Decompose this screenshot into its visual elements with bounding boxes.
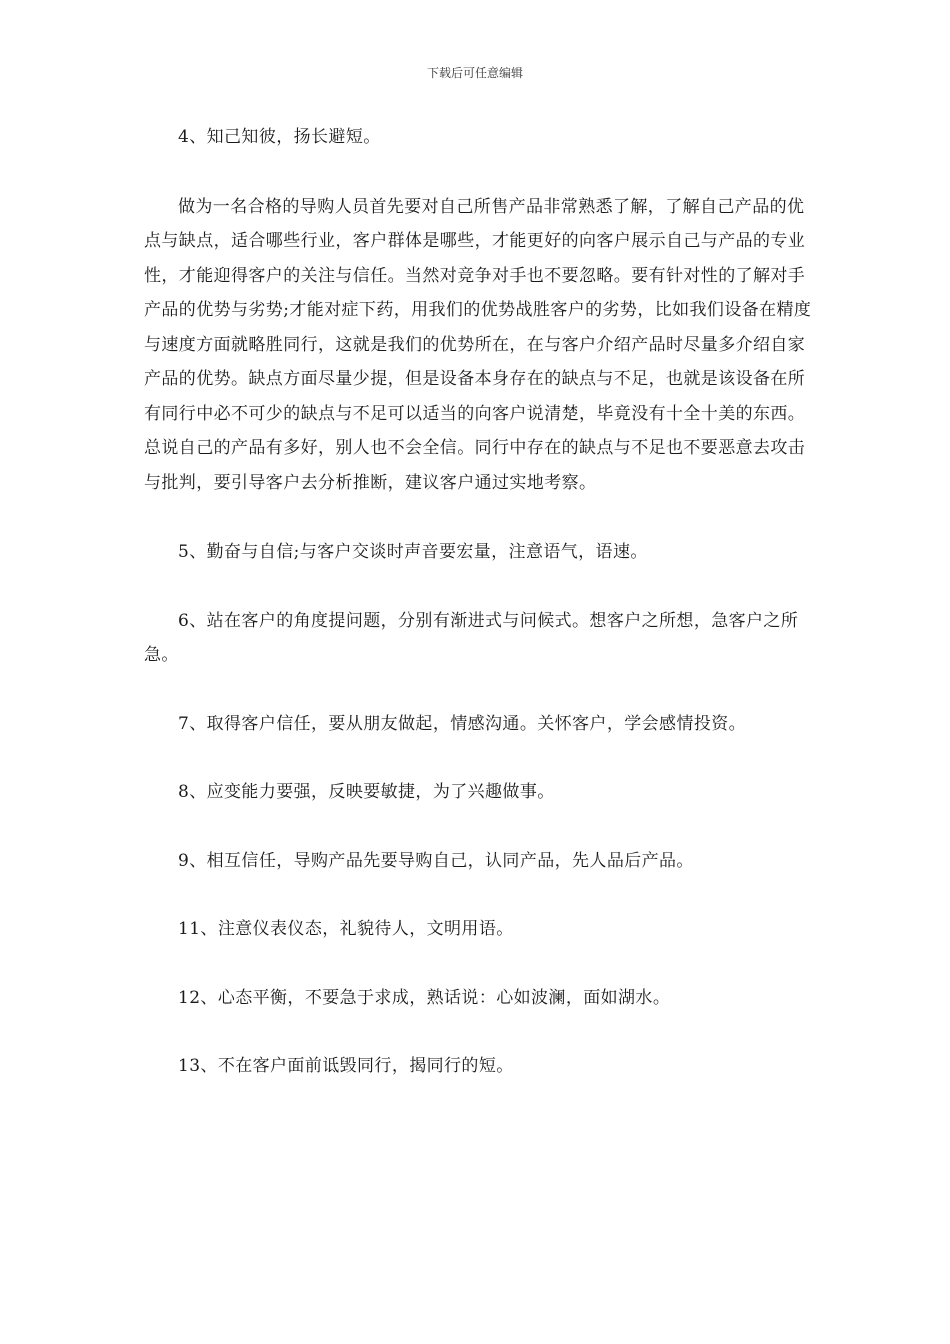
paragraph-item-8: 8、应变能力要强，反映要敏捷，为了兴趣做事。 [178, 782, 555, 802]
paragraph-item-7: 7、取得客户信任，要从朋友做起，情感沟通。关怀客户，学会感情投资。 [178, 713, 747, 734]
document-body [144, 120, 820, 1084]
paragraph-item-4: 4、知己知彼，扬长避短。 [178, 127, 381, 147]
paragraph-item-13: 13、不在客户面前诋毁同行，揭同行的短。 [178, 1056, 514, 1076]
paragraph-item-12: 12、心态平衡，不要急于求成，熟话说：心如波澜，面如湖水。 [178, 987, 671, 1008]
paragraph-item-5: 5、勤奋与自信;与客户交谈时声音要宏量，注意语气，语速。 [178, 542, 648, 562]
paragraph-item-9: 9、相互信任，导购产品先要导购自己，认同产品，先人品后产品。 [178, 850, 694, 871]
paragraph-item-11: 11、注意仪表仪态，礼貌待人，文明用语。 [178, 919, 514, 939]
paragraph-item-6: 6、站在客户的角度提问题，分别有渐进式与问候式。想客户之所想，急客户之所急。 [144, 610, 799, 665]
paragraph-body: 做为一名合格的导购人员首先要对自己所售产品非常熟悉了解，了解自己产品的优点与缺点，适合哪些行业，客户群体是哪些，才能更好的向客户展示自己与产品的专业性，才能迎得客户的关注与信任。当然对竞争对手也不要忽略。要有针对性的了解对手产品的优势与劣势;才能对症下药，用我们的优势战胜客户的劣势，比如我们设备在精度与速度方面就略胜同行，这就是我们的优势所在，在与客户介绍产品时尽量多介绍自家产品的优势。缺点方面尽量少提，但是设备本身存在的缺点与不足，也就是该设备在所有同行中必不可少的缺点与不足可以适当的向客户说清楚，毕竟没有十全十美的东西。总说自己的产品有多好，别人也不会全信。同行中存在的缺点与不足也不要恶意去攻击与批判，要引导客户去分析推断，建议客户通过实地考察。 [144, 196, 812, 493]
page-header: 下载后可任意编辑 [426, 66, 523, 80]
